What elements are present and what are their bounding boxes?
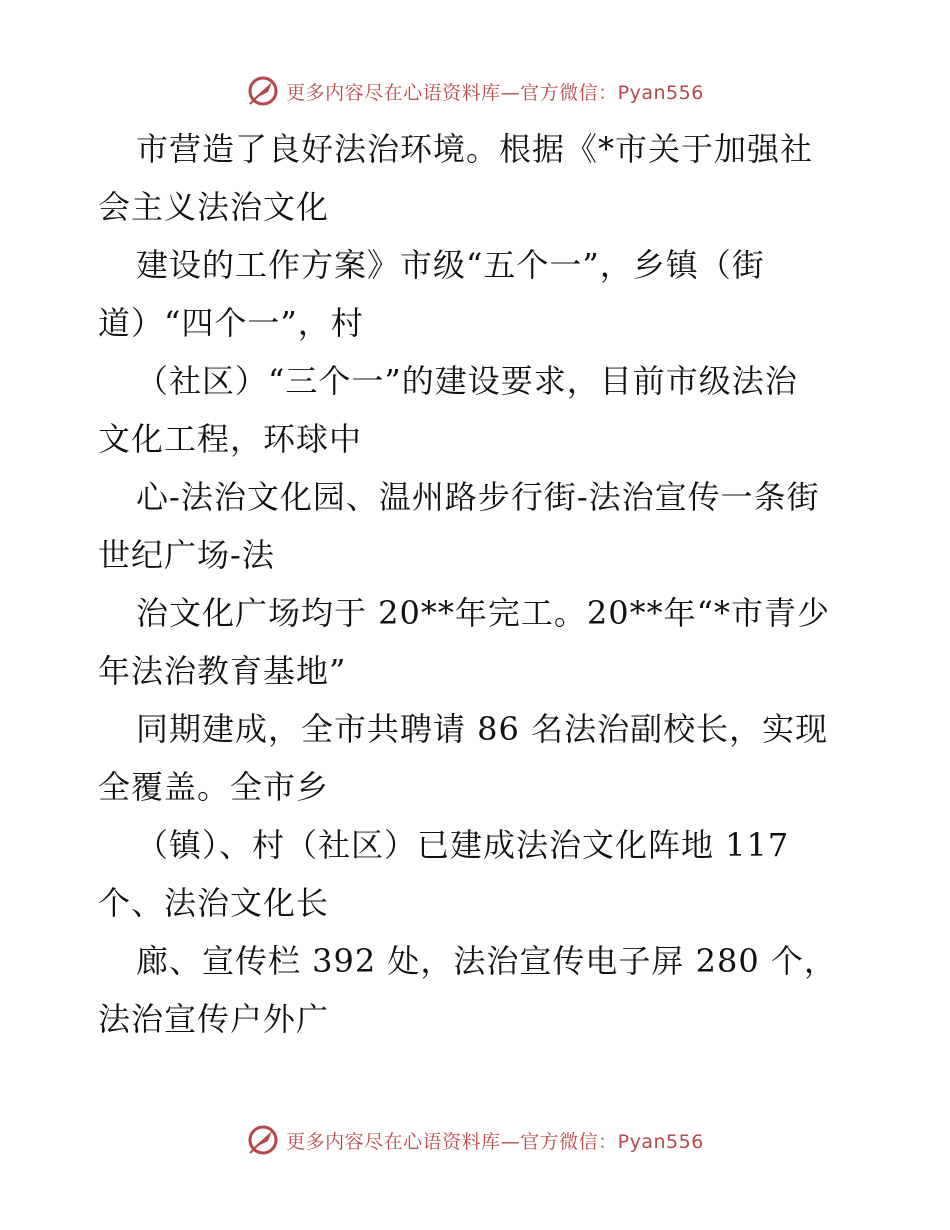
text-line: 世纪广场-法 xyxy=(98,536,275,574)
text-line: 会主义法治文化 xyxy=(98,188,330,226)
quill-pen-icon xyxy=(246,74,280,108)
text-line: 年法治教育基地” xyxy=(98,652,347,690)
quill-pen-icon xyxy=(246,1123,280,1157)
header-watermark-text: 更多内容尽在心语资料库—官方微信：Pyan556 xyxy=(286,81,704,104)
text-line: 同期建成，全市共聘请 86 名法治副校长，实现 xyxy=(136,710,829,748)
text-line: 文化工程，环球中 xyxy=(98,420,363,458)
text-line: 建设的工作方案》市级“五个一”，乡镇（街 xyxy=(136,246,765,284)
header-watermark xyxy=(0,71,950,111)
footer-watermark xyxy=(0,1120,950,1160)
text-line: 市营造了良好法治环境。根据《*市关于加强社 xyxy=(136,130,814,168)
text-line: （社区）“三个一”的建设要求，目前市级法治 xyxy=(136,362,798,400)
text-line: 道）“四个一”，村 xyxy=(98,304,364,342)
document-body xyxy=(98,120,858,1048)
footer-watermark-text: 更多内容尽在心语资料库—官方微信：Pyan556 xyxy=(286,1130,704,1153)
text-line: 心-法治文化园、温州路步行街-法治宣传一条街 xyxy=(136,478,820,516)
text-line: （镇）、村（社区）已建成法治文化阵地 117 xyxy=(136,826,790,864)
text-line: 廊、宣传栏 392 处，法治宣传电子屏 280 个， xyxy=(136,942,837,980)
text-line: 个、法治文化长 xyxy=(98,884,330,922)
text-line: 全覆盖。全市乡 xyxy=(98,768,330,806)
text-line: 治文化广场均于 20**年完工。20**年“*市青少 xyxy=(136,594,830,632)
text-line: 法治宣传户外广 xyxy=(98,1000,330,1038)
